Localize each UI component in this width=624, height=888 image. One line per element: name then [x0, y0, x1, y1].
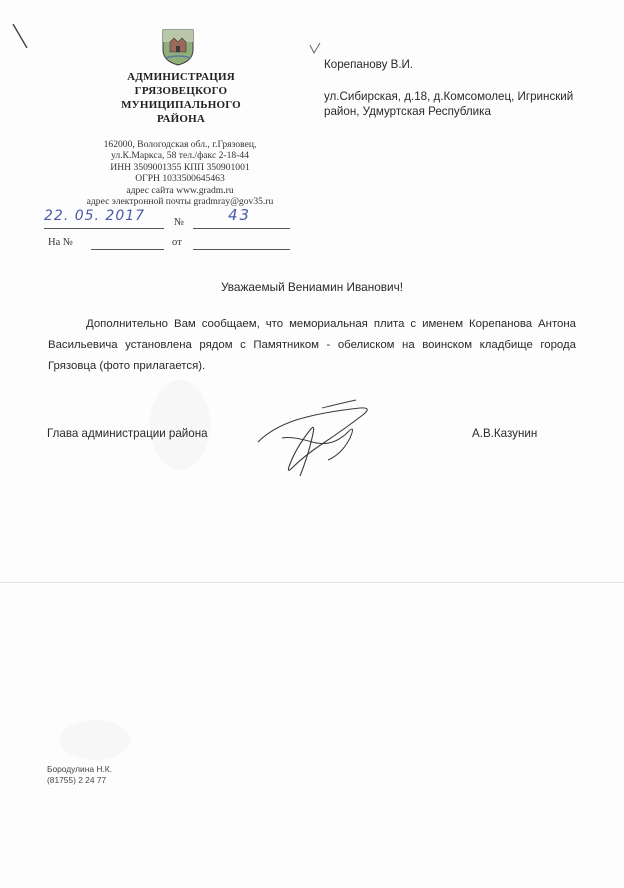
date-underline: [44, 228, 164, 229]
check-mark-icon: [308, 42, 322, 56]
recipient-block: [324, 57, 574, 119]
letter-body: Дополнительно Вам сообщаем, что мемориальная плита с именем Корепанова Антона Васильевича установлена рядом с Памятником - обелиском на воинском кладбище города Грязовца (фото прилагается).: [48, 318, 576, 372]
signatory-title: Глава администрации района: [47, 427, 208, 440]
from-underline: [193, 249, 290, 250]
pen-stroke-mark: [10, 22, 32, 52]
scan-smudge: [150, 380, 210, 470]
org-line: АДМИНИСТРАЦИЯ: [127, 71, 235, 83]
recipient-name: Корепанову В.И.: [324, 58, 414, 71]
handwritten-signature: [252, 398, 382, 480]
executor-phone: (81755) 2 24 77: [47, 775, 107, 785]
executor-name: Бородулина Н.К.: [47, 764, 112, 774]
salutation: Уважаемый Вениамин Иванович!: [220, 280, 404, 294]
address-line: ИНН 3509001355 КПП 350901001: [110, 161, 250, 173]
address-line: адрес электронной почты gradmray@gov35.ru: [86, 196, 274, 208]
signatory-name: А.В.Казунин: [472, 427, 538, 440]
from-label: от: [172, 237, 182, 248]
reference-label: На №: [48, 237, 73, 248]
reference-underline: [91, 249, 164, 250]
number-label: №: [174, 217, 185, 228]
address-line: ОГРН 1033500645463: [135, 173, 225, 185]
recipient-address: ул.Сибирская, д.18, д.Комсомолец, Игринский район, Удмуртская Республика: [324, 90, 574, 118]
address-line: 162000, Вологодская обл., г.Грязовец,: [103, 139, 257, 150]
scan-fold-line: [0, 582, 624, 583]
coat-of-arms-icon: [161, 28, 195, 66]
handwritten-date: 22. 05. 2017: [44, 208, 146, 224]
org-line: ГРЯЗОВЕЦКОГО: [134, 85, 228, 97]
address-line: адрес сайта www.gradm.ru: [126, 184, 234, 196]
address-line: ул.К.Маркса, 58 тел./факс 2-18-44: [110, 150, 250, 162]
scan-smudge: [60, 720, 130, 760]
handwritten-number: 43: [228, 206, 252, 224]
organization-address: [60, 139, 300, 207]
org-line: МУНИЦИПАЛЬНОГО: [121, 99, 241, 111]
executor-info: [47, 764, 112, 786]
organization-name: [96, 70, 266, 126]
number-underline: [193, 228, 290, 229]
org-line: РАЙОНА: [156, 113, 206, 125]
